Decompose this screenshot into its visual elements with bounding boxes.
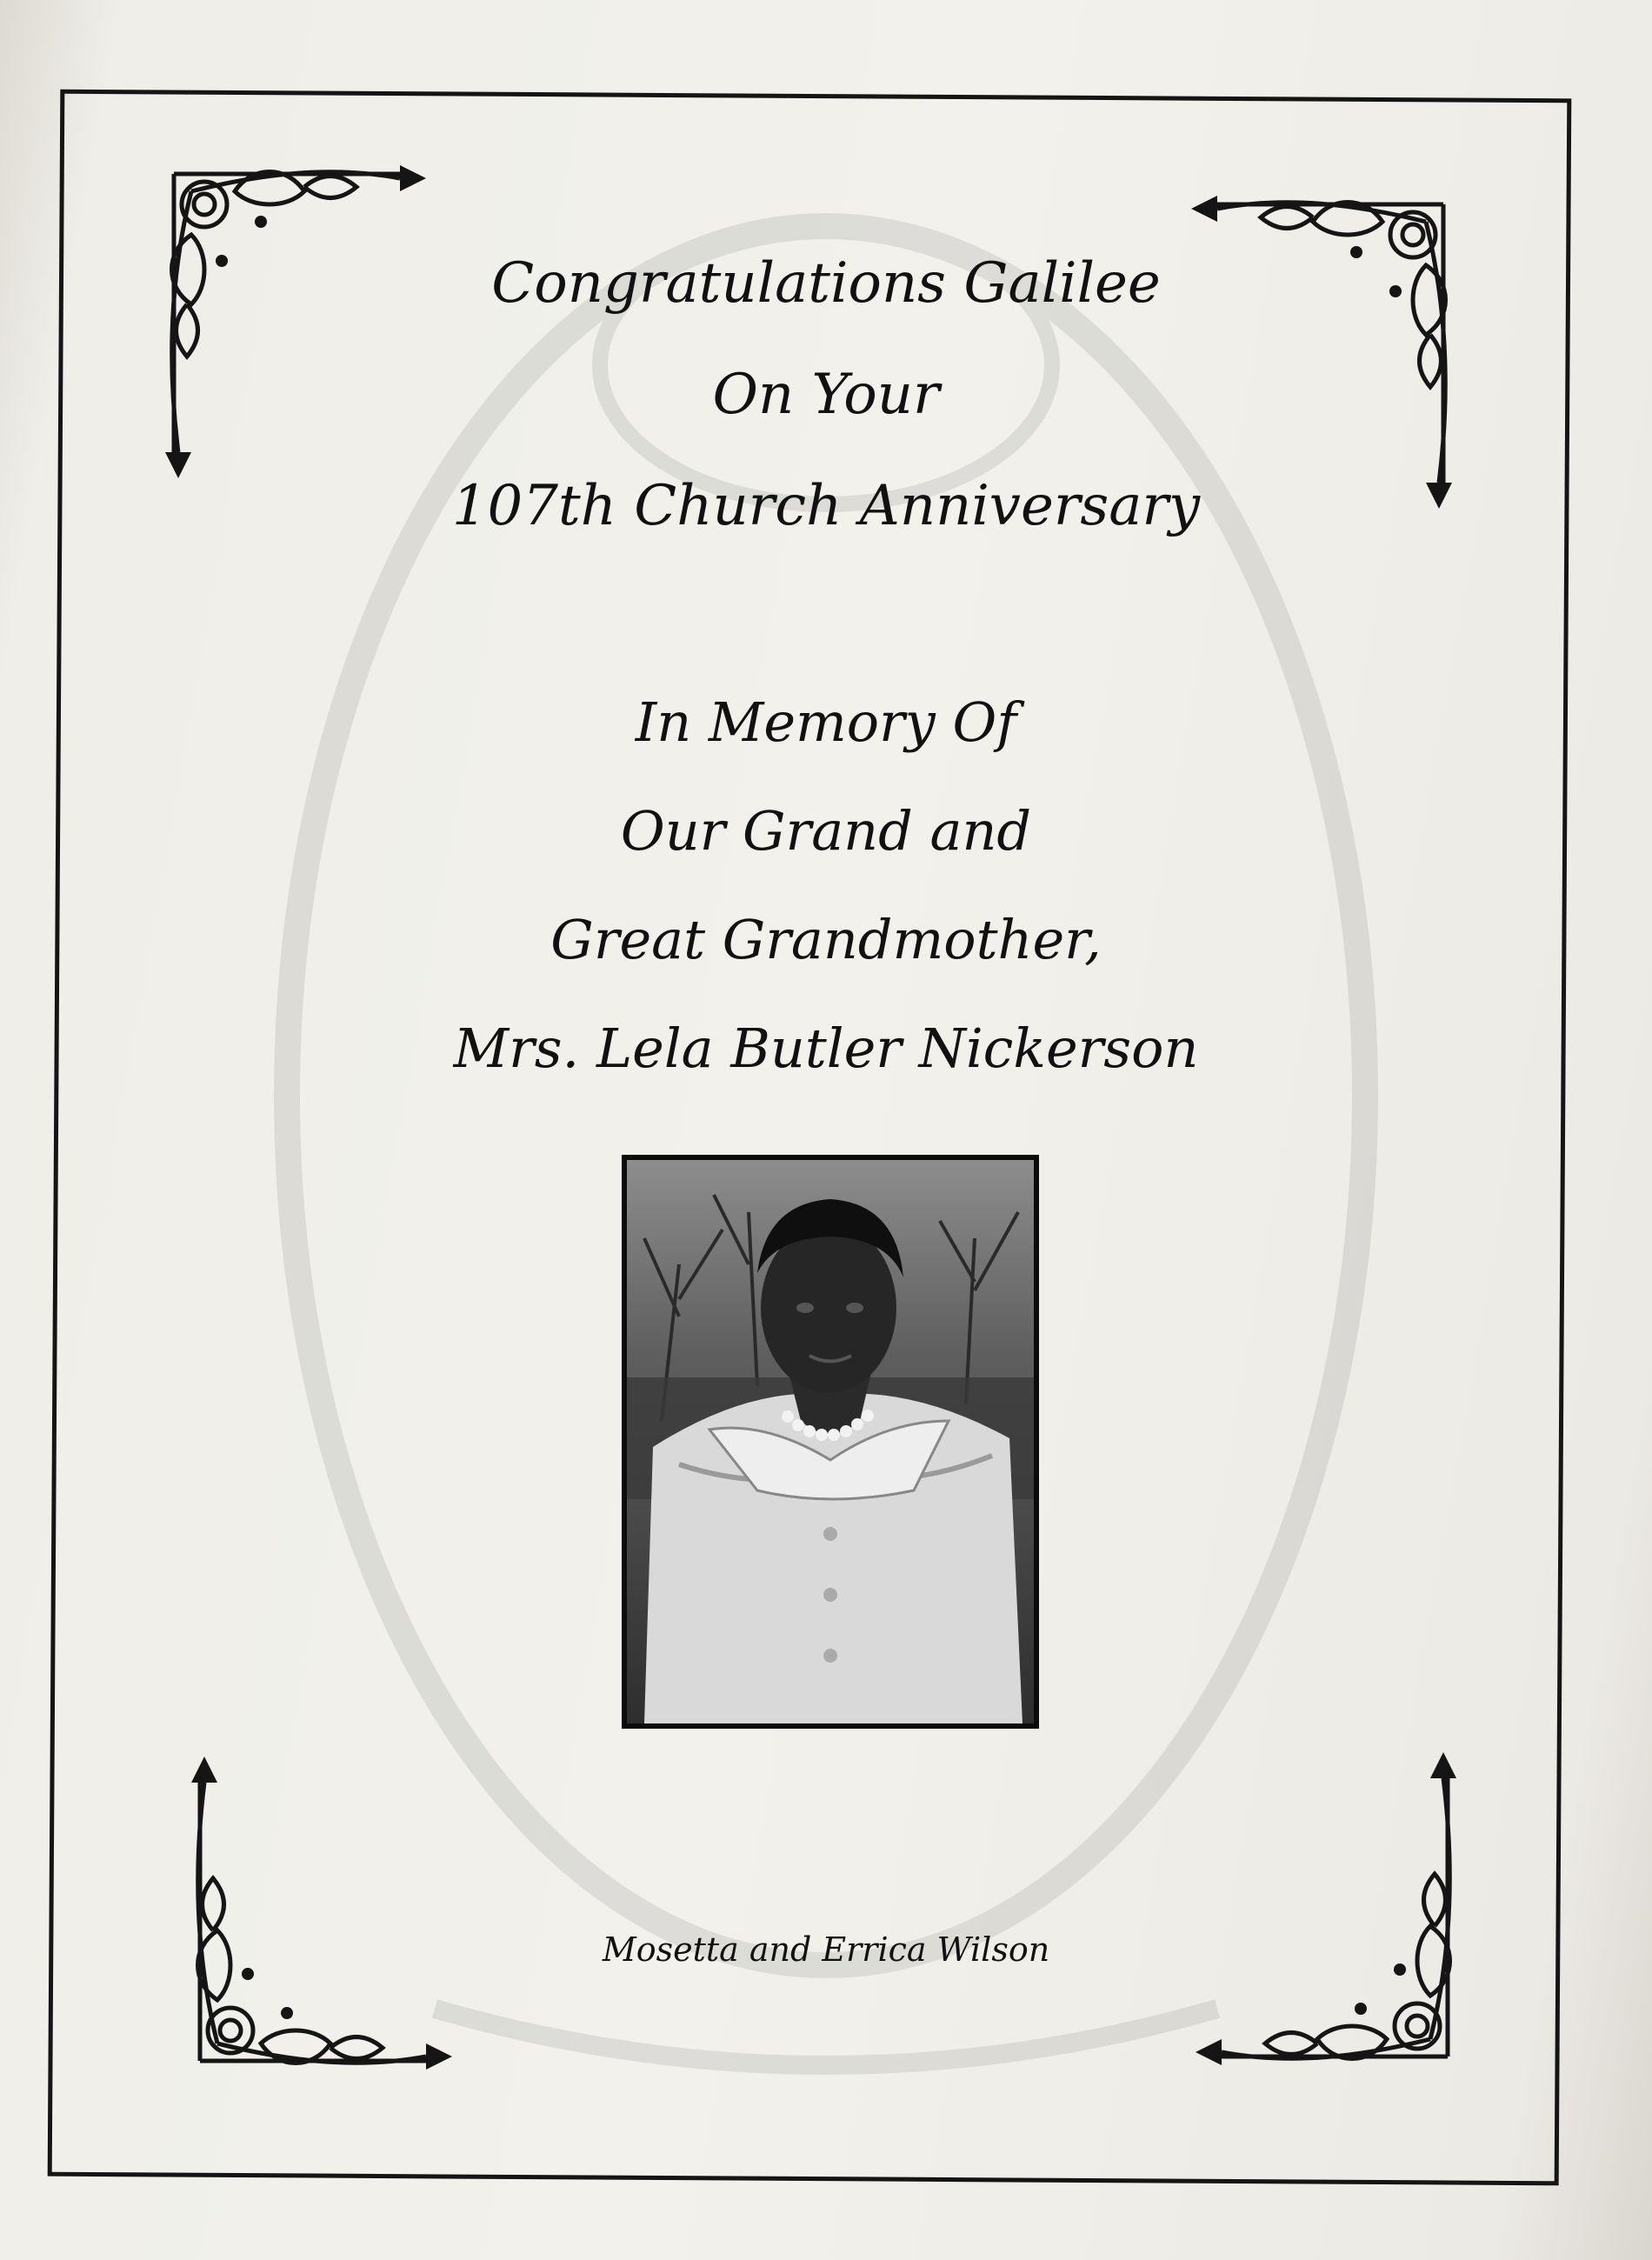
memorial-line-3: Great Grandmother, xyxy=(550,908,1102,971)
memorial-text xyxy=(261,668,1391,1103)
ornament-corner-bottom-right-icon xyxy=(1169,1743,1482,2091)
congratulations-heading xyxy=(261,228,1391,562)
heading-line-2: On Your xyxy=(712,363,940,427)
ornament-corner-bottom-left-icon xyxy=(165,1748,478,2096)
memorial-line-4: Mrs. Lela Butler Nickerson xyxy=(453,1017,1199,1080)
heading-line-1: Congratulations Galilee xyxy=(491,251,1161,316)
portrait-photo xyxy=(622,1155,1039,1729)
memorial-line-1: In Memory Of xyxy=(635,690,1017,754)
heading-line-3: 107th Church Anniversary xyxy=(451,474,1201,538)
memorial-line-2: Our Grand and xyxy=(620,799,1032,863)
signature-names: Mosetta and Errica Wilson xyxy=(602,1930,1050,1969)
